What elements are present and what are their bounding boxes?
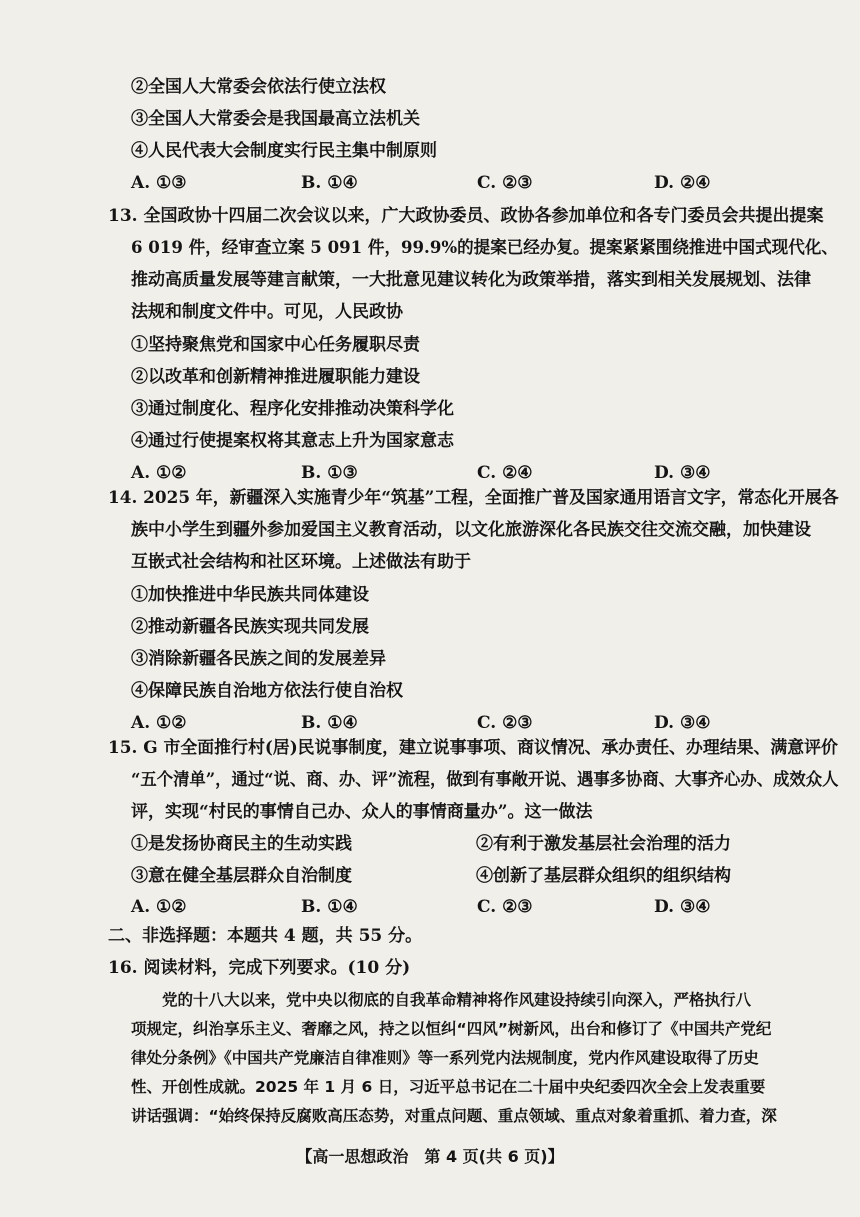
option-c: C. ②③	[477, 173, 533, 193]
choice-item: ③通过制度化、程序化安排推动决策科学化	[131, 399, 454, 419]
question-stem-line: 互嵌式社会结构和社区环境。上述做法有助于	[131, 552, 471, 572]
choice-item: ④保障民族自治地方依法行使自治权	[131, 681, 403, 701]
material-line: 性、开创性成就。2025 年 1 月 6 日，习近平总书记在二十届中央纪委四次全会上发表重要	[131, 1078, 766, 1096]
section-heading	[108, 925, 808, 949]
reading-material	[108, 989, 838, 1139]
choice-item: ②推动新疆各民族实现共同发展	[131, 617, 369, 637]
option-d: D. ②④	[654, 173, 711, 193]
option-d: D. ③④	[654, 897, 711, 917]
question-stem-line: 14. 2025 年，新疆深入实施青少年“筑基”工程，全面推广普及国家通用语言文字，常态化开展各	[108, 488, 839, 508]
option-c: C. ②③	[477, 713, 533, 733]
choice-item: ③消除新疆各民族之间的发展差异	[131, 649, 386, 669]
question-15	[108, 737, 838, 917]
answer-options	[131, 173, 860, 195]
material-line: 党的十八大以来，党中央以彻底的自我革命精神将作风建设持续引向深入，严格执行八	[162, 991, 752, 1009]
choice-item: ③意在健全基层群众自治制度	[131, 866, 352, 886]
option-d: D. ③④	[654, 713, 711, 733]
choice-item: ④通过行使提案权将其意志上升为国家意志	[131, 431, 454, 451]
question-stem-line: “五个清单”，通过“说、商、办、评”流程，做到有事敞开说、遇事多协商、大事齐心办、成效众人	[131, 770, 839, 790]
option-a: A. ①③	[131, 173, 187, 193]
question-stem-line: 16. 阅读材料，完成下列要求。(10 分)	[108, 958, 411, 978]
option-a: A. ①②	[131, 713, 187, 733]
option-a: A. ①②	[131, 897, 187, 917]
question-stem-line: 法规和制度文件中。可见，人民政协	[131, 302, 403, 322]
option-c: C. ②④	[477, 463, 533, 483]
answer-options	[131, 897, 860, 919]
option-d: D. ③④	[654, 463, 711, 483]
section-title: 二、非选择题：本题共 4 题，共 55 分。	[108, 926, 423, 946]
option-b: B. ①③	[301, 463, 358, 483]
question-stem-line: 推动高质量发展等建言献策，一大批意见建议转化为政策举措，落实到相关发展规划、法律	[131, 270, 811, 290]
choice-item: ④创新了基层群众组织的组织结构	[476, 866, 731, 886]
option-b: B. ①④	[301, 897, 358, 917]
question-stem-line: 13. 全国政协十四届二次会议以来，广大政协委员、政协各参加单位和各专门委员会共提出提案	[108, 206, 824, 226]
choice-item: ③全国人大常委会是我国最高立法机关	[131, 109, 420, 129]
option-c: C. ②③	[477, 897, 533, 917]
question-stem-line: 15. G 市全面推行村(居)民说事制度，建立说事事项、商议情况、承办责任、办理结果、满意评价	[108, 738, 838, 758]
question-12-tail	[131, 76, 831, 216]
choice-item: ②有利于激发基层社会治理的活力	[476, 834, 731, 854]
question-16	[108, 957, 838, 1137]
option-b: B. ①④	[301, 713, 358, 733]
answer-options	[131, 463, 860, 485]
question-stem-line: 评，实现“村民的事情自己办、众人的事情商量办”。这一做法	[131, 802, 593, 822]
choice-item: ①是发扬协商民主的生动实践	[131, 834, 352, 854]
option-a: A. ①②	[131, 463, 187, 483]
question-stem-line: 族中小学生到疆外参加爱国主义教育活动，以文化旅游深化各民族交往交流交融，加快建设	[131, 520, 811, 540]
material-line: 讲话强调：“始终保持反腐败高压态势，对重点问题、重点领域、重点对象着重抓、着力查，深	[131, 1107, 777, 1125]
option-b: B. ①④	[301, 173, 358, 193]
question-stem-line: 6 019 件，经审查立案 5 091 件，99.9%的提案已经办复。提案紧紧围绕推进中国式现代化、	[131, 238, 838, 258]
choice-item: ④人民代表大会制度实行民主集中制原则	[131, 141, 437, 161]
material-line: 律处分条例》《中国共产党廉洁自律准则》等一系列党内法规制度，党内作风建设取得了历史	[131, 1049, 759, 1067]
choice-item: ②以改革和创新精神推进履职能力建设	[131, 367, 420, 387]
question-13	[108, 205, 838, 483]
question-14	[108, 487, 839, 733]
material-line: 项规定，纠治享乐主义、奢靡之风，持之以恒纠“四风”树新风，出台和修订了《中国共产党纪	[131, 1020, 772, 1038]
choice-item: ①加快推进中华民族共同体建设	[131, 585, 369, 605]
choice-item: ②全国人大常委会依法行使立法权	[131, 77, 386, 97]
answer-options	[131, 713, 860, 735]
page-footer: 【高一思想政治 第 4 页(共 6 页)】	[296, 1147, 564, 1166]
choice-item: ①坚持聚焦党和国家中心任务履职尽责	[131, 335, 420, 355]
